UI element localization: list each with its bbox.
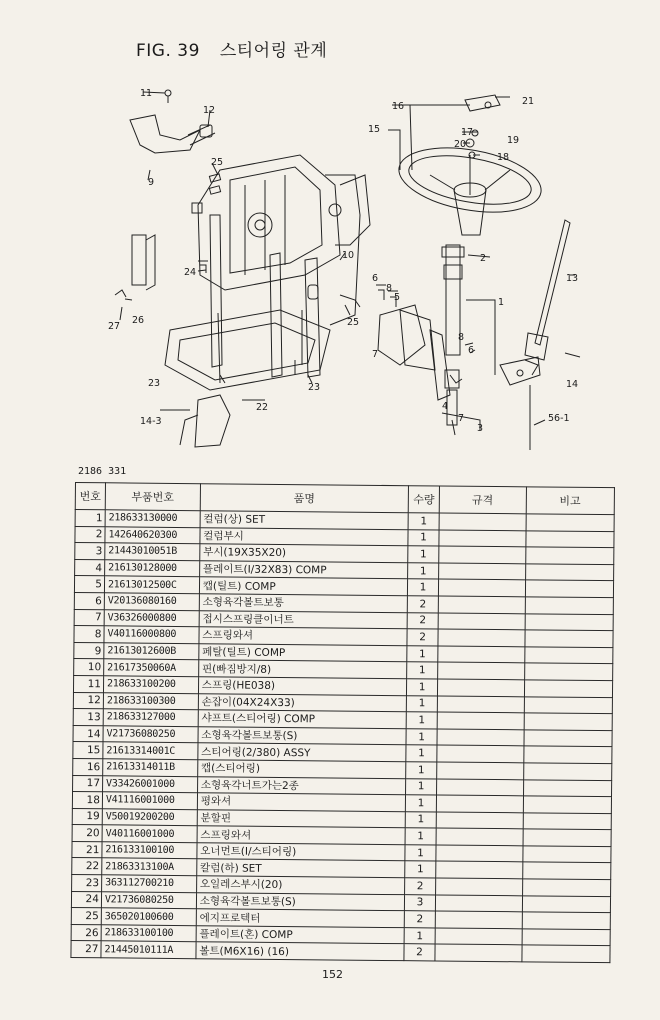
cell-qty: 1 [406, 695, 437, 712]
cell-spec [439, 563, 526, 580]
horn-plate [132, 235, 146, 285]
steering-cap [465, 95, 500, 111]
cell-spec [438, 596, 525, 613]
col-header-no: 번호 [75, 483, 105, 510]
cell-no: 10 [74, 659, 104, 676]
figure-title [136, 36, 341, 61]
cell-note [523, 796, 612, 813]
svg-text:15: 15 [368, 124, 381, 135]
cell-no: 19 [72, 808, 102, 825]
cell-note [522, 929, 611, 946]
svg-text:20: 20 [454, 139, 467, 150]
cell-name: 플레이트(혼) COMP [196, 926, 404, 945]
cell-no: 20 [72, 825, 102, 842]
svg-text:19: 19 [507, 135, 520, 146]
cell-spec [436, 812, 523, 829]
cell-spec [436, 878, 523, 895]
cell-spec [437, 762, 524, 779]
cell-qty: 1 [405, 828, 436, 845]
cell-note [522, 895, 611, 912]
cell-spec [435, 895, 522, 912]
cell-no: 1 [75, 510, 105, 527]
cell-note [524, 696, 613, 713]
cell-code: 21617350060A [104, 659, 199, 677]
cell-no: 22 [72, 858, 102, 875]
figure-caption: 스티어링 관계 [219, 41, 328, 61]
cell-no: 21 [72, 841, 102, 858]
svg-text:27: 27 [108, 321, 121, 332]
svg-text:56-1: 56-1 [548, 413, 570, 424]
svg-text:23: 23 [148, 378, 161, 389]
cell-qty: 1 [407, 579, 438, 596]
cell-note [523, 779, 612, 796]
cell-code: 21613314011B [103, 759, 198, 777]
lower-stub [195, 395, 230, 447]
cell-code: 21613314001C [103, 742, 198, 760]
cell-qty: 1 [406, 762, 437, 779]
cell-note [522, 912, 611, 929]
cell-code: V20136080160 [104, 593, 199, 611]
cell-qty: 1 [405, 795, 436, 812]
cell-spec [438, 629, 525, 646]
cell-name: 평와셔 [197, 793, 405, 812]
cell-code: 218633100300 [103, 692, 198, 710]
cell-code: 21613012500C [104, 576, 199, 594]
cell-no: 17 [73, 775, 103, 792]
cell-note [521, 945, 610, 962]
cell-spec [436, 861, 523, 878]
col-header-spec: 규격 [439, 486, 526, 514]
svg-text:24: 24 [184, 267, 197, 278]
cell-name: 부시(19X35X20) [200, 544, 408, 563]
cell-code: V21736080250 [101, 891, 196, 909]
cell-code: 21445010111A [101, 941, 196, 959]
cell-code: 21443010051B [105, 543, 200, 561]
svg-text:12: 12 [203, 105, 216, 116]
cell-name: 볼트(M6X16) (16) [196, 942, 404, 961]
cell-name: 컬럼(상) SET [200, 511, 408, 530]
cell-name: 캡(스티어링) [197, 760, 405, 779]
cell-no: 13 [73, 709, 103, 726]
cell-code: 365020100600 [101, 908, 196, 926]
cell-qty: 1 [408, 513, 439, 530]
cell-name: 캡(틸트) COMP [199, 577, 407, 596]
cell-code: 21613012600B [104, 643, 199, 661]
cell-note [522, 862, 611, 879]
cell-note [524, 680, 613, 697]
parts-table [70, 482, 615, 963]
steering-shaft [535, 220, 570, 345]
cell-spec [437, 712, 524, 729]
svg-text:3: 3 [477, 423, 484, 434]
cell-no: 18 [72, 792, 102, 809]
cell-name: 플레이트(I/32X83) COMP [199, 560, 407, 579]
base-bracket [165, 310, 330, 390]
svg-text:2: 2 [480, 253, 487, 264]
cell-code: V41116001000 [102, 792, 197, 810]
cell-spec [438, 662, 525, 679]
cell-name: 분할핀 [197, 809, 405, 828]
svg-text:1: 1 [498, 297, 505, 308]
cell-spec [437, 679, 524, 696]
tilt-bracket-left [378, 305, 425, 365]
svg-text:18: 18 [497, 152, 510, 163]
cell-spec [436, 845, 523, 862]
cell-name: 스프링와셔 [197, 826, 405, 845]
cell-note [523, 813, 612, 830]
cell-no: 23 [72, 875, 102, 892]
svg-text:23: 23 [308, 382, 321, 393]
cell-note [525, 597, 614, 614]
cell-name: 스티어링(2/380) ASSY [198, 743, 406, 762]
cell-code: 218633130000 [105, 510, 200, 528]
document-code: 2186 331 [78, 466, 127, 477]
cell-qty: 2 [407, 612, 438, 629]
cell-qty: 2 [407, 596, 438, 613]
page-number: 152 [322, 968, 343, 981]
parts-table-body [71, 510, 614, 963]
cell-no: 15 [73, 742, 103, 759]
cell-no: 2 [75, 526, 105, 543]
svg-text:13: 13 [566, 273, 579, 284]
cell-qty: 1 [407, 679, 438, 696]
svg-text:8: 8 [386, 283, 393, 294]
cell-name: 접시스프링클이너트 [199, 610, 407, 629]
exploded-parts-diagram [70, 75, 600, 455]
cell-code: V40116001000 [102, 825, 197, 843]
svg-text:10: 10 [342, 250, 355, 261]
col-header-name: 품명 [200, 484, 409, 513]
cell-qty: 1 [406, 745, 437, 762]
cell-name: 스프링와셔 [199, 627, 407, 646]
cell-spec [438, 579, 525, 596]
cell-name: 에지프로텍터 [196, 909, 404, 928]
cell-note [523, 730, 612, 747]
cell-code: V36326000800 [104, 609, 199, 627]
cell-no: 12 [73, 692, 103, 709]
figure-number: FIG. 39 [136, 41, 200, 61]
cell-qty: 1 [406, 728, 437, 745]
cell-spec [435, 911, 522, 928]
cell-spec [436, 795, 523, 812]
svg-text:16: 16 [392, 101, 405, 112]
cell-spec [438, 613, 525, 630]
cell-no: 16 [73, 758, 103, 775]
cell-name: 손잡이(04X24X33) [198, 693, 406, 712]
cell-no: 6 [74, 592, 104, 609]
cell-no: 24 [71, 891, 101, 908]
cell-name: 소형육각볼트보통(S) [198, 726, 406, 745]
cell-spec [439, 513, 526, 530]
cell-code: V33426001000 [102, 775, 197, 793]
svg-text:6: 6 [372, 273, 379, 284]
cell-qty: 1 [406, 712, 437, 729]
cell-qty: 2 [404, 911, 435, 928]
cell-qty: 1 [404, 928, 435, 945]
col-header-note: 비고 [526, 487, 615, 515]
cell-no: 14 [73, 725, 103, 742]
cell-name: 핀(빠짐방지/8) [198, 660, 406, 679]
cell-name: 소형육각볼트보통 [199, 594, 407, 613]
cell-no: 8 [74, 626, 104, 643]
cell-code: 218633127000 [103, 709, 198, 727]
cell-spec [437, 778, 524, 795]
cell-no: 27 [71, 941, 101, 958]
cell-name: 소형육각너트가는2종 [197, 776, 405, 795]
cell-name: 스프링(HE038) [198, 677, 406, 696]
cell-spec [435, 944, 522, 961]
cell-name: 샤프트(스티어링) COMP [198, 710, 406, 729]
cell-qty: 3 [404, 894, 435, 911]
cell-note [525, 530, 614, 547]
svg-text:7: 7 [458, 413, 465, 424]
cell-code: 218633100200 [103, 676, 198, 694]
cell-qty: 2 [404, 944, 435, 961]
svg-text:8: 8 [458, 332, 465, 343]
cell-code: 363112700210 [102, 875, 197, 893]
cell-note [525, 547, 614, 564]
svg-text:21: 21 [522, 96, 535, 107]
col-header-part-number: 부품번호 [105, 483, 200, 511]
cell-name: 소형육각볼트보통(S) [196, 892, 404, 911]
left-pillar [210, 215, 222, 367]
cell-no: 3 [75, 543, 105, 560]
cell-code: V50019200200 [102, 808, 197, 826]
cell-note [525, 564, 614, 581]
cell-code: 216130128000 [105, 560, 200, 578]
cell-spec [435, 928, 522, 945]
cell-code: 21863313100A [102, 858, 197, 876]
cell-qty: 1 [408, 562, 439, 579]
cell-code: V40116000800 [104, 626, 199, 644]
cell-spec [437, 696, 524, 713]
cell-note [522, 846, 611, 863]
cell-qty: 1 [407, 662, 438, 679]
cell-qty: 2 [407, 629, 438, 646]
cell-note [522, 879, 611, 896]
cell-no: 26 [71, 924, 101, 941]
cell-note [526, 514, 615, 531]
cell-name: 오너먼트(I/스티어링) [197, 843, 405, 862]
cell-no: 5 [74, 576, 104, 593]
right-pillar [305, 258, 320, 377]
cell-qty: 1 [408, 546, 439, 563]
cell-note [524, 663, 613, 680]
svg-text:22: 22 [256, 402, 269, 413]
cell-spec [436, 828, 523, 845]
cell-name: 컬럼부시 [200, 527, 408, 546]
cell-note [525, 580, 614, 597]
svg-text:9: 9 [148, 177, 155, 188]
cell-note [524, 713, 613, 730]
cell-spec [437, 745, 524, 762]
svg-text:14-3: 14-3 [140, 416, 162, 427]
svg-text:14: 14 [566, 379, 579, 390]
svg-text:25: 25 [347, 317, 360, 328]
col-header-qty: 수량 [408, 486, 439, 513]
svg-text:17: 17 [461, 127, 474, 138]
cell-qty: 1 [407, 645, 438, 662]
cell-note [523, 829, 612, 846]
cell-note [525, 613, 614, 630]
cell-spec [438, 646, 525, 663]
cell-qty: 1 [408, 529, 439, 546]
cell-spec [439, 546, 526, 563]
cell-no: 25 [71, 908, 101, 925]
svg-text:5: 5 [394, 292, 401, 303]
cell-name: 오일레스부시(20) [196, 876, 404, 895]
svg-text:4: 4 [442, 401, 449, 412]
cell-no: 7 [74, 609, 104, 626]
cell-note [524, 630, 613, 647]
svg-text:11: 11 [140, 88, 153, 99]
cell-qty: 1 [406, 778, 437, 795]
svg-text:7: 7 [372, 349, 379, 360]
cell-no: 4 [75, 559, 105, 576]
cell-name: 페탈(틸트) COMP [199, 643, 407, 662]
cell-code: 218633100100 [101, 925, 196, 943]
cell-code: 216133100100 [102, 842, 197, 860]
cell-qty: 2 [405, 878, 436, 895]
cell-no: 9 [74, 642, 104, 659]
cell-name: 칼럼(하) SET [197, 859, 405, 878]
cell-qty: 1 [405, 845, 436, 862]
cell-spec [437, 729, 524, 746]
cell-qty: 1 [405, 811, 436, 828]
svg-text:26: 26 [132, 315, 145, 326]
cell-qty: 1 [405, 861, 436, 878]
cell-note [523, 746, 612, 763]
cell-code: 142640620300 [105, 526, 200, 544]
cell-note [524, 647, 613, 664]
svg-text:6: 6 [468, 345, 475, 356]
svg-text:25: 25 [211, 157, 224, 168]
cell-code: V21736080250 [103, 726, 198, 744]
cell-note [523, 763, 612, 780]
cell-spec [439, 530, 526, 547]
cell-no: 11 [73, 675, 103, 692]
